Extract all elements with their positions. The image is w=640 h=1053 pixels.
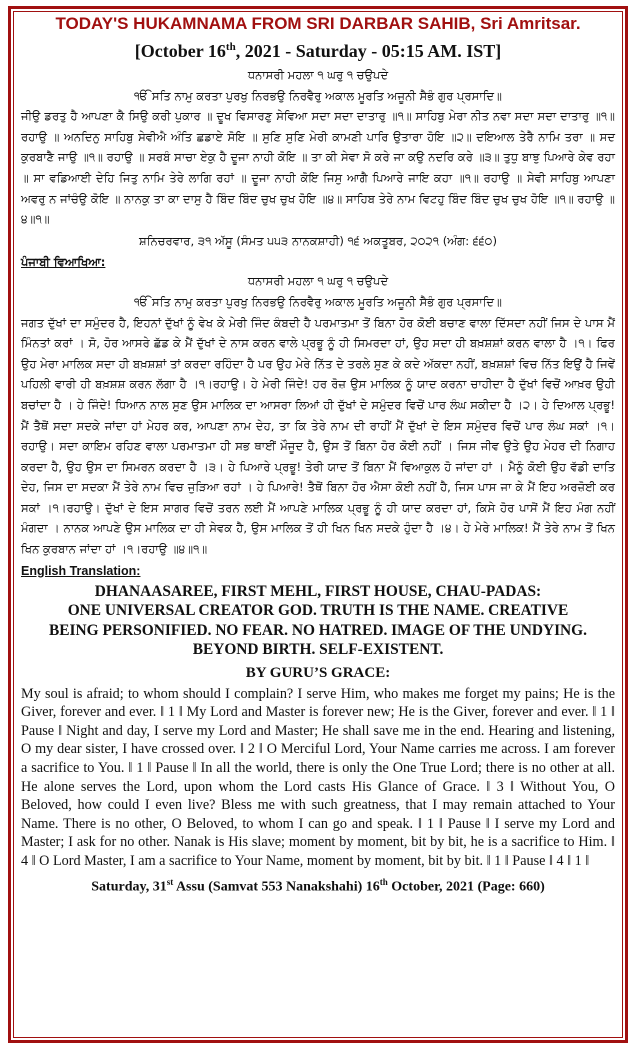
hukamnama-page — [8, 6, 628, 1043]
punjabi-heading: ਧਨਾਸਰੀ ਮਹਲਾ ੧ ਘਰੁ ੧ ਚਉਪਦੇ — [247, 274, 389, 289]
english-heading-1: DHANAASAREE, FIRST MEHL, FIRST HOUSE, CHAU-PADAS: — [94, 582, 542, 600]
date-suffix: , 2021 - Saturday - 05:15 AM. IST] — [235, 41, 502, 61]
footer-prefix: Saturday, 31 — [91, 879, 167, 895]
footer-suffix: October, 2021 (Page: 660) — [387, 879, 545, 895]
gurbani-mool-mantar: ੴ ਸਤਿ ਨਾਮੁ ਕਰਤਾ ਪੁਰਖੁ ਨਿਰਭਉ ਨਿਰਵੈਰੁ ਅਕਾਲ ਮੂਰਤਿ ਅਜੂਨੀ ਸੈਭੰ ਗੁਰ ਪ੍ਰਸਾਦਿ॥ — [134, 88, 502, 103]
gurbani-date-line: ਸ਼ਨਿਚਰਵਾਰ, ੩੧ ਅੱਸੂ (ਸੰਮਤ ੫੫੩ ਨਾਨਕਸ਼ਾਹੀ) ੧੬ ਅਕਤੂਬਰ, ੨੦੨੧ (ਅੰਗ: ੬੬੦) — [139, 233, 497, 248]
punjabi-section-label: ਪੰਜਾਬੀ ਵਿਆਖਿਆ: — [21, 255, 106, 270]
english-section-label: English Translation: — [21, 563, 141, 578]
english-heading-2: ONE UNIVERSAL CREATOR GOD. TRUTH IS THE NAME. CREATIVE — [67, 602, 569, 620]
english-heading-4: BEYOND BIRTH. SELF-EXISTENT. — [192, 641, 444, 659]
footer-date — [21, 873, 615, 897]
english-text: My soul is afraid; to whom should I complain? I serve Him, who makes me forget my pains; He is the Giver, forever and ever. ‖ 1 ‖ My Lord and Master is forever new; He is the Giver, forever and ever. ‖ 1 ‖ Pause ‖ Night and day, I serve my Lord and Master; He shall save me in the end. Hearing and listening, O my dear sister, I have crossed over. ‖ 2 ‖ O Merciful Lord, Your Name carries me across. I am forever a sacrifice to You. ‖ 1 ‖ Pause ‖ In all the world, there is only the One True Lord; there is no other at all. He alone serves the Lord, upon whom the Lord casts His Glance of Grace. ‖ 3 ‖ Without You, O Beloved, how could I even live? Bless me with such greatness, that I may remain attached to Your Name. There is no other, O Beloved, to whom I can go and speak. ‖ 1 ‖ Pause ‖ I serve my Lord and Master; I ask for no other. Nanak is His slave; moment by moment, bit by bit, he is a sacrifice to Him. ‖ 4 ‖ O Lord Master, I am a sacrifice to Your Name, moment by moment, bit by bit. ‖ 1 ‖ Pause ‖ 4 ‖ 1 ‖ — [21, 685, 615, 869]
gurbani-heading: ਧਨਾਸਰੀ ਮਹਲਾ ੧ ਘਰੁ ੧ ਚਉਪਦੇ — [247, 68, 389, 82]
english-grace: BY GURU’S GRACE: — [245, 664, 391, 681]
page-title: TODAY'S HUKAMNAMA FROM SRI DARBAR SAHIB, Sri Amritsar. — [55, 14, 581, 33]
date-sup: th — [225, 41, 236, 53]
punjabi-mool-mantar: ੴ ਸਤਿ ਨਾਮੁ ਕਰਤਾ ਪੁਰਖੁ ਨਿਰਭਉ ਨਿਰਵੈਰੁ ਅਕਾਲ ਮੂਰਤਿ ਅਜੂਨੀ ਸੈਭੰ ਗੁਰ ਪ੍ਰਸਾਦਿ॥ — [134, 294, 502, 309]
footer-middle: Assu (Samvat 553 Nanakshahi) 16 — [173, 879, 380, 895]
gurbani-text: ਜੀਉ ਡਰਤੁ ਹੈ ਆਪਣਾ ਕੈ ਸਿਉ ਕਰੀ ਪੁਕਾਰ ॥ ਦੂਖ ਵਿਸਾਰਣੁ ਸੇਵਿਆ ਸਦਾ ਸਦਾ ਦਾਤਾਰੁ ॥੧॥ ਸਾਹਿਬੁ ਮੇਰਾ ਨੀਤ ਨਵਾ ਸਦਾ ਸਦਾ ਦਾਤਾਰੁ ॥੧॥ ਰਹਾਉ ॥ ਅਨਦਿਨੁ ਸਾਹਿਬੁ ਸੇਵੀਐ ਅੰਤਿ ਛਡਾਏ ਸੋਇ ॥ ਸੁਣਿ ਸੁਣਿ ਮੇਰੀ ਕਾਮਣੀ ਪਾਰਿ ਉਤਾਰਾ ਹੋਇ ॥੨॥ ਦਇਆਲ ਤੇਰੈ ਨਾਮਿ ਤਰਾ ॥ ਸਦ ਕੁਰਬਾਣੈ ਜਾਉ ॥੧॥ ਰਹਾਉ ॥ ਸਰਬੰ ਸਾਚਾ ਏਕੁ ਹੈ ਦੂਜਾ ਨਾਹੀ ਕੋਇ ॥ ਤਾ ਕੀ ਸੇਵਾ ਸੋ ਕਰੇ ਜਾ ਕਉ ਨਦਰਿ ਕਰੇ ॥੩॥ ਤੁਧੁ ਬਾਝੁ ਪਿਆਰੇ ਕੇਵ ਰਹਾ ॥ ਸਾ ਵਡਿਆਈ ਦੇਹਿ ਜਿਤੁ ਨਾਮਿ ਤੇਰੇ ਲਾਗਿ ਰਹਾਂ ॥ ਦੂਜਾ ਨਾਹੀ ਕੋਇ ਜਿਸੁ ਆਗੈ ਪਿਆਰੇ ਜਾਇ ਕਹਾ ॥੧॥ ਰਹਾਉ ॥ ਸੇਵੀ ਸਾਹਿਬੁ ਆਪਣਾ ਅਵਰੁ ਨ ਜਾਂਚੰਉ ਕੋਇ ॥ ਨਾਨਕੁ ਤਾ ਕਾ ਦਾਸੁ ਹੈ ਬਿੰਦ ਬਿੰਦ ਚੁਖ ਚੁਖ ਹੋਇ ॥੪॥ ਸਾਹਿਬ ਤੇਰੇ ਨਾਮ ਵਿਟਹੁ ਬਿੰਦ ਬਿੰਦ ਚੁਖ ਚੁਖ ਹੋਇ ॥੧॥ ਰਹਾਉ ॥੪॥੧॥ — [21, 109, 615, 227]
date-prefix: [October 16 — [134, 41, 226, 61]
punjabi-text: ਜਗਤ ਦੁੱਖਾਂ ਦਾ ਸਮੁੰਦਰ ਹੈ, ਇਹਨਾਂ ਦੁੱਖਾਂ ਨੂੰ ਵੇਖ ਕੇ ਮੇਰੀ ਜਿੰਦ ਕੰਬਦੀ ਹੈ ਪਰਮਾਤਮਾ ਤੋਂ ਬਿਨਾ ਹੋਰ ਕੋਈ ਬਚਾਣ ਵਾਲਾ ਦਿੱਸਦਾ ਨਹੀਂ ਜਿਸ ਦੇ ਪਾਸ ਮੈਂ ਮਿੰਨਤਾਂ ਕਰਾਂ । ਸੋ, ਹੋਰ ਆਸਰੇ ਛੱਡ ਕੇ ਮੈਂ ਦੁੱਖਾਂ ਦੇ ਨਾਸ ਕਰਨ ਵਾਲੇ ਪ੍ਰਭੂ ਨੂੰ ਹੀ ਸਿਮਰਦਾ ਹਾਂ, ਉਹ ਸਦਾ ਹੀ ਬਖ਼ਸ਼ਸ਼ਾਂ ਕਰਨ ਵਾਲਾ ਹੈ ।੧। ਫਿਰ ਉਹ ਮੇਰਾ ਮਾਲਿਕ ਸਦਾ ਹੀ ਬਖ਼ਸ਼ਸ਼ਾਂ ਤਾਂ ਕਰਦਾ ਰਹਿੰਦਾ ਹੈ ਪਰ ਉਹ ਮੇਰੇ ਨਿੱਤ ਦੇ ਤਰਲੇ ਸੁਣ ਕੇ ਕਦੇ ਅੱਕਦਾ ਨਹੀਂ, ਬਖ਼ਸ਼ਸ਼ਾਂ ਵਿਚ ਨਿੱਤ ਇਉਂ ਹੈ ਜਿਵੇਂ ਪਹਿਲੀ ਵਾਰੀ ਹੀ ਬਖ਼ਸ਼ਸ਼ ਕਰਨ ਲੱਗਾ ਹੈ ।੧।ਰਹਾਉ। ਹੇ ਮੇਰੀ ਜਿੰਦੇ! ਹਰ ਰੋਜ਼ ਉਸ ਮਾਲਿਕ ਨੂੰ ਯਾਦ ਕਰਨਾ ਚਾਹੀਦਾ ਹੈ ਦੁੱਖਾਂ ਵਿਚੋਂ ਆਖ਼ਰ ਉਹੀ ਬਚਾਂਦਾ ਹੈ । ਹੇ ਜਿੰਦੇ! ਧਿਆਨ ਨਾਲ ਸੁਣ ਉਸ ਮਾਲਿਕ ਦਾ ਆਸਰਾ ਲਿਆਂ ਹੀ ਦੁੱਖਾਂ ਦੇ ਸਮੁੰਦਰ ਵਿਚੋਂ ਪਾਰ ਲੰਘ ਸਕੀਦਾ ਹੈ ।੨। ਹੇ ਦਿਆਲ ਪ੍ਰਭੂ! ਮੈਂ ਤੈਥੋਂ ਸਦਾ ਸਦਕੇ ਜਾਂਦਾ ਹਾਂ ਮੇਹਰ ਕਰ, ਆਪਣਾ ਨਾਮ ਦੇਹ, ਤਾ ਕਿ ਤੇਰੇ ਨਾਮ ਦੀ ਰਾਹੀਂ ਮੈਂ ਦੁੱਖਾਂ ਦੇ ਇਸ ਸਮੁੰਦਰ ਵਿਚੋਂ ਪਾਰ ਲੰਘ ਸਕਾਂ ।੧।ਰਹਾਉ। ਸਦਾ ਕਾਇਮ ਰਹਿਣ ਵਾਲਾ ਪਰਮਾਤਮਾ ਹੀ ਸਭ ਥਾਈਂ ਮੌਜੂਦ ਹੈ, ਉਸ ਤੋਂ ਬਿਨਾ ਹੋਰ ਕੋਈ ਨਹੀਂ । ਜਿਸ ਜੀਵ ਉਤੇ ਉਹ ਮੇਹਰ ਦੀ ਨਿਗਾਹ ਕਰਦਾ ਹੈ, ਉਹ ਉਸ ਦਾ ਸਿਮਰਨ ਕਰਦਾ ਹੈ ।੩। ਹੇ ਪਿਆਰੇ ਪ੍ਰਭੂ! ਤੇਰੀ ਯਾਦ ਤੋਂ ਬਿਨਾ ਮੈਂ ਵਿਆਕੁਲ ਹੋ ਜਾਂਦਾ ਹਾਂ । ਮੈਨੂੰ ਕੋਈ ਉਹ ਵੱਡੀ ਦਾਤਿ ਦੇਹ, ਜਿਸ ਦਾ ਸਦਕਾ ਮੈਂ ਤੇਰੇ ਨਾਮ ਵਿਚ ਜੁੜਿਆ ਰਹਾਂ । ਹੇ ਪਿਆਰੇ! ਤੈਥੋਂ ਬਿਨਾ ਹੋਰ ਐਸਾ ਕੋਈ ਨਹੀਂ ਹੈ, ਜਿਸ ਪਾਸ ਜਾ ਕੇ ਮੈਂ ਇਹ ਅਰਜ਼ੋਈ ਕਰ ਸਕਾਂ ।੧।ਰਹਾਉ। ਦੁੱਖਾਂ ਦੇ ਇਸ ਸਾਗਰ ਵਿਚੋਂ ਤਰਨ ਲਈ ਮੈਂ ਆਪਣੇ ਮਾਲਿਕ ਪ੍ਰਭੂ ਨੂੰ ਹੀ ਯਾਦ ਕਰਦਾ ਹਾਂ, ਕਿਸੇ ਹੋਰ ਪਾਸੋਂ ਮੈਂ ਇਹ ਮੰਗ ਨਹੀਂ ਮੰਗਦਾ । ਨਾਨਕ ਆਪਣੇ ਉਸ ਮਾਲਿਕ ਦਾ ਹੀ ਸੇਵਕ ਹੈ, ਉਸ ਮਾਲਿਕ ਤੋਂ ਹੀ ਖਿਨ ਖਿਨ ਸਦਕੇ ਹੁੰਦਾ ਹੈ ।੪। ਹੇ ਮੇਰੇ ਮਾਲਿਕ! ਮੈਂ ਤੇਰੇ ਨਾਮ ਤੋਂ ਖਿਨ ਖਿਨ ਕੁਰਬਾਨ ਜਾਂਦਾ ਹਾਂ ।੧।ਰਹਾਉ ॥੪॥੧॥ — [21, 315, 615, 557]
english-heading-3: BEING PERSONIFIED. NO FEAR. NO HATRED. IMAGE OF THE UNDYING. — [48, 621, 587, 639]
footer-sup-2: th — [379, 876, 388, 887]
date-header — [21, 35, 615, 63]
footer-sup-1: st — [166, 876, 174, 887]
